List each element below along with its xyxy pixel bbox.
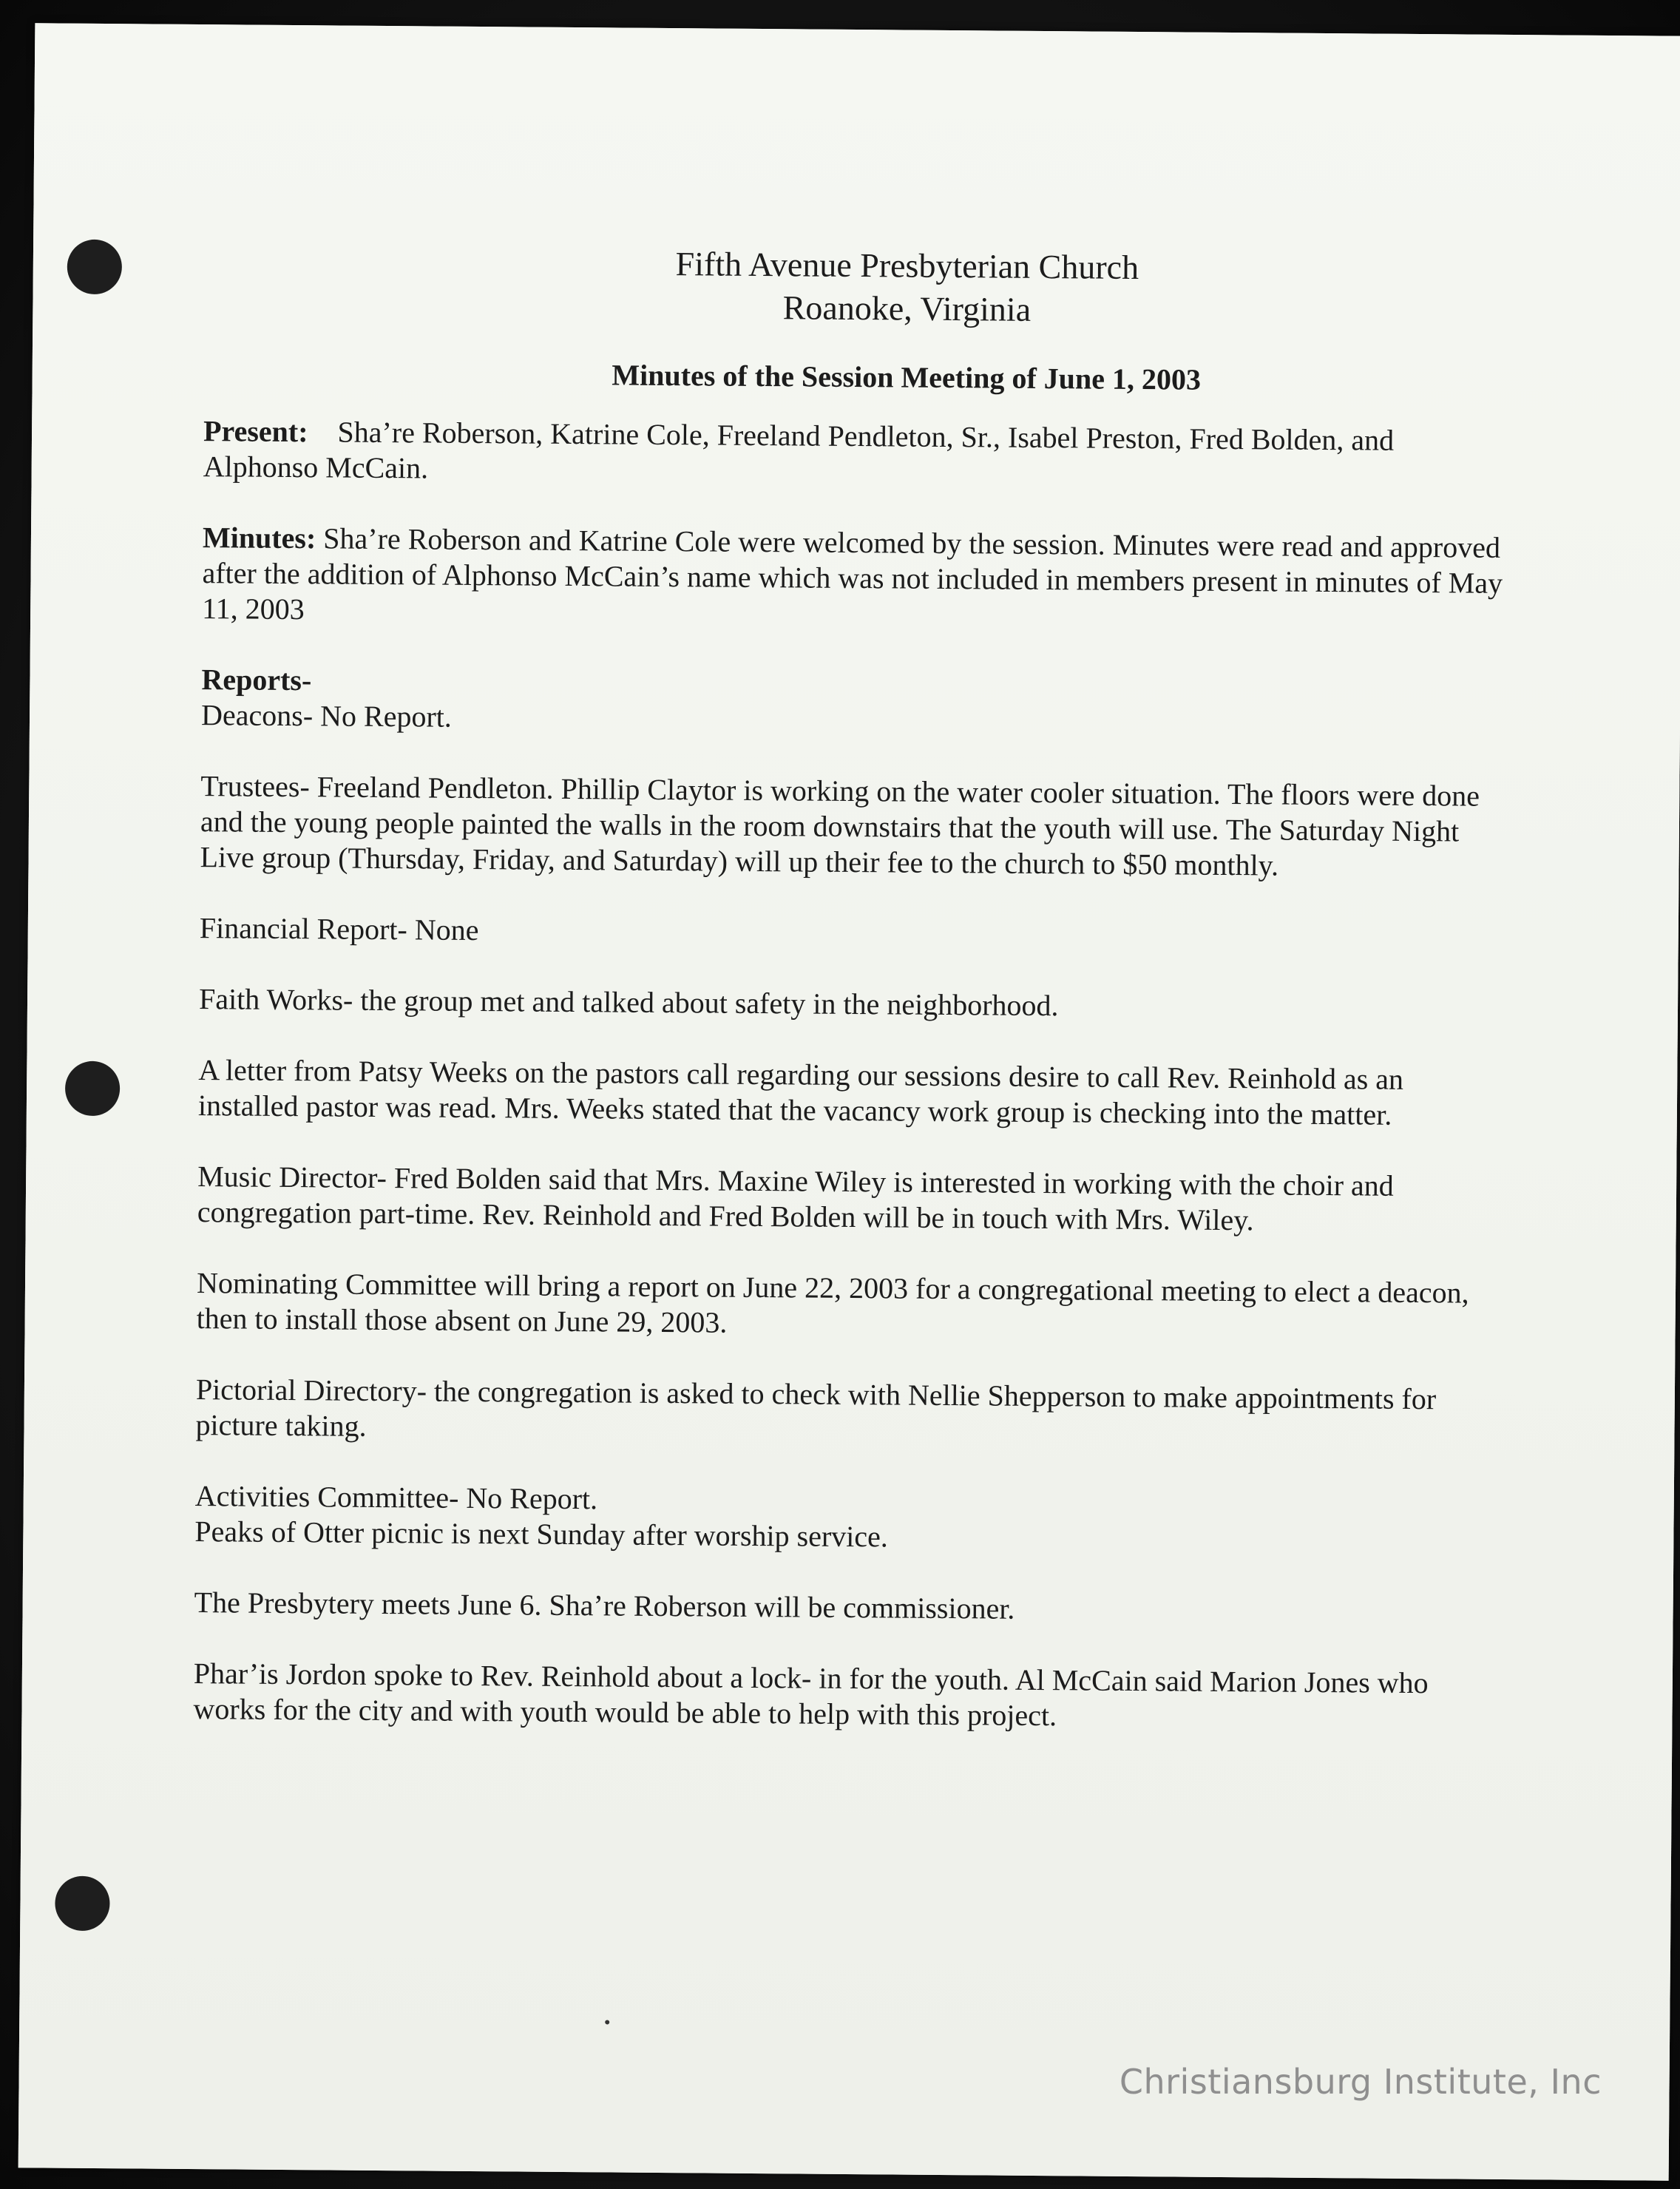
reports-heading: Reports- xyxy=(201,663,312,697)
activities-committee-report: Activities Committee- No Report. xyxy=(194,1479,598,1516)
document-body xyxy=(193,239,1506,1737)
music-director-report: Music Director- Fred Bolden said that Mrs. Maxine Wiley is interested in working with the choir and congregation part-time. Rev. Reinhold and Fred Bolden will be in touch with Mrs. Wiley. xyxy=(197,1160,1394,1237)
minutes-title: Minutes of the Session Meeting of June 1, 2003 xyxy=(612,358,1202,396)
letter-paragraph: A letter from Patsy Weeks on the pastors call regarding our sessions desire to call Rev. Reinhold as an installed pastor was read. Mrs. Weeks stated that the vacancy work group is checking into the matter. xyxy=(197,1053,1404,1131)
watermark: Christiansburg Institute, Inc xyxy=(1119,2062,1602,2102)
minutes-paragraph xyxy=(202,520,1504,637)
trustees-report: Trustees- Freeland Pendleton. Phillip Claytor is working on the water cooler situation. The floors were done and the young people painted the walls in the room downstairs that the youth will use. The Saturday Night Live group (Thursday, Friday, and Saturday) will up their fee to the church to $50 monthly. xyxy=(200,769,1480,882)
financial-report: Financial Report- None xyxy=(199,911,479,947)
punch-hole-bottom xyxy=(55,1876,110,1932)
present-paragraph xyxy=(203,413,1505,495)
minutes-label: Minutes: xyxy=(202,521,316,555)
presbytery-note: The Presbytery meets June 6. Sha’re Roberson will be commissioner. xyxy=(194,1586,1015,1625)
church-location: Roanoke, Virginia xyxy=(782,288,1032,328)
lock-in-paragraph: Phar’is Jordon spoke to Rev. Reinhold about a lock- in for the youth. Al McCain said Marion Jones who works for the city and with youth would be able to help with this project. xyxy=(193,1657,1429,1733)
punch-hole-middle xyxy=(65,1061,121,1117)
nominating-committee-report: Nominating Committee will bring a report on June 22, 2003 for a congregational meeting to elect a deacon, then to install those absent on June 29, 2003. xyxy=(196,1266,1469,1339)
faith-works-report: Faith Works- the group met and talked about safety in the neighborhood. xyxy=(198,982,1059,1023)
church-name: Fifth Avenue Presbyterian Church xyxy=(675,245,1139,287)
picnic-note: Peaks of Otter picnic is next Sunday after worship service. xyxy=(194,1515,889,1554)
pictorial-directory-report: Pictorial Directory- the congregation is asked to check with Nellie Shepperson to make appointments for picture taking. xyxy=(195,1373,1437,1443)
punch-hole-top xyxy=(67,240,123,295)
minutes-text: Sha’re Roberson and Katrine Cole were welcomed by the session. Minutes were read and approved after the addition of Alphonso McCain’s name which was not included in members present in minutes of May 11, 2003 xyxy=(202,521,1503,626)
present-text: Sha’re Roberson, Katrine Cole, Freeland Pendleton, Sr., Isabel Preston, Fred Bolden, and Alphonso McCain. xyxy=(203,415,1395,485)
present-label: Present: xyxy=(203,414,308,449)
stray-mark xyxy=(605,2020,609,2024)
document-page xyxy=(18,23,1680,2180)
deacons-report: Deacons- No Report. xyxy=(200,698,453,734)
